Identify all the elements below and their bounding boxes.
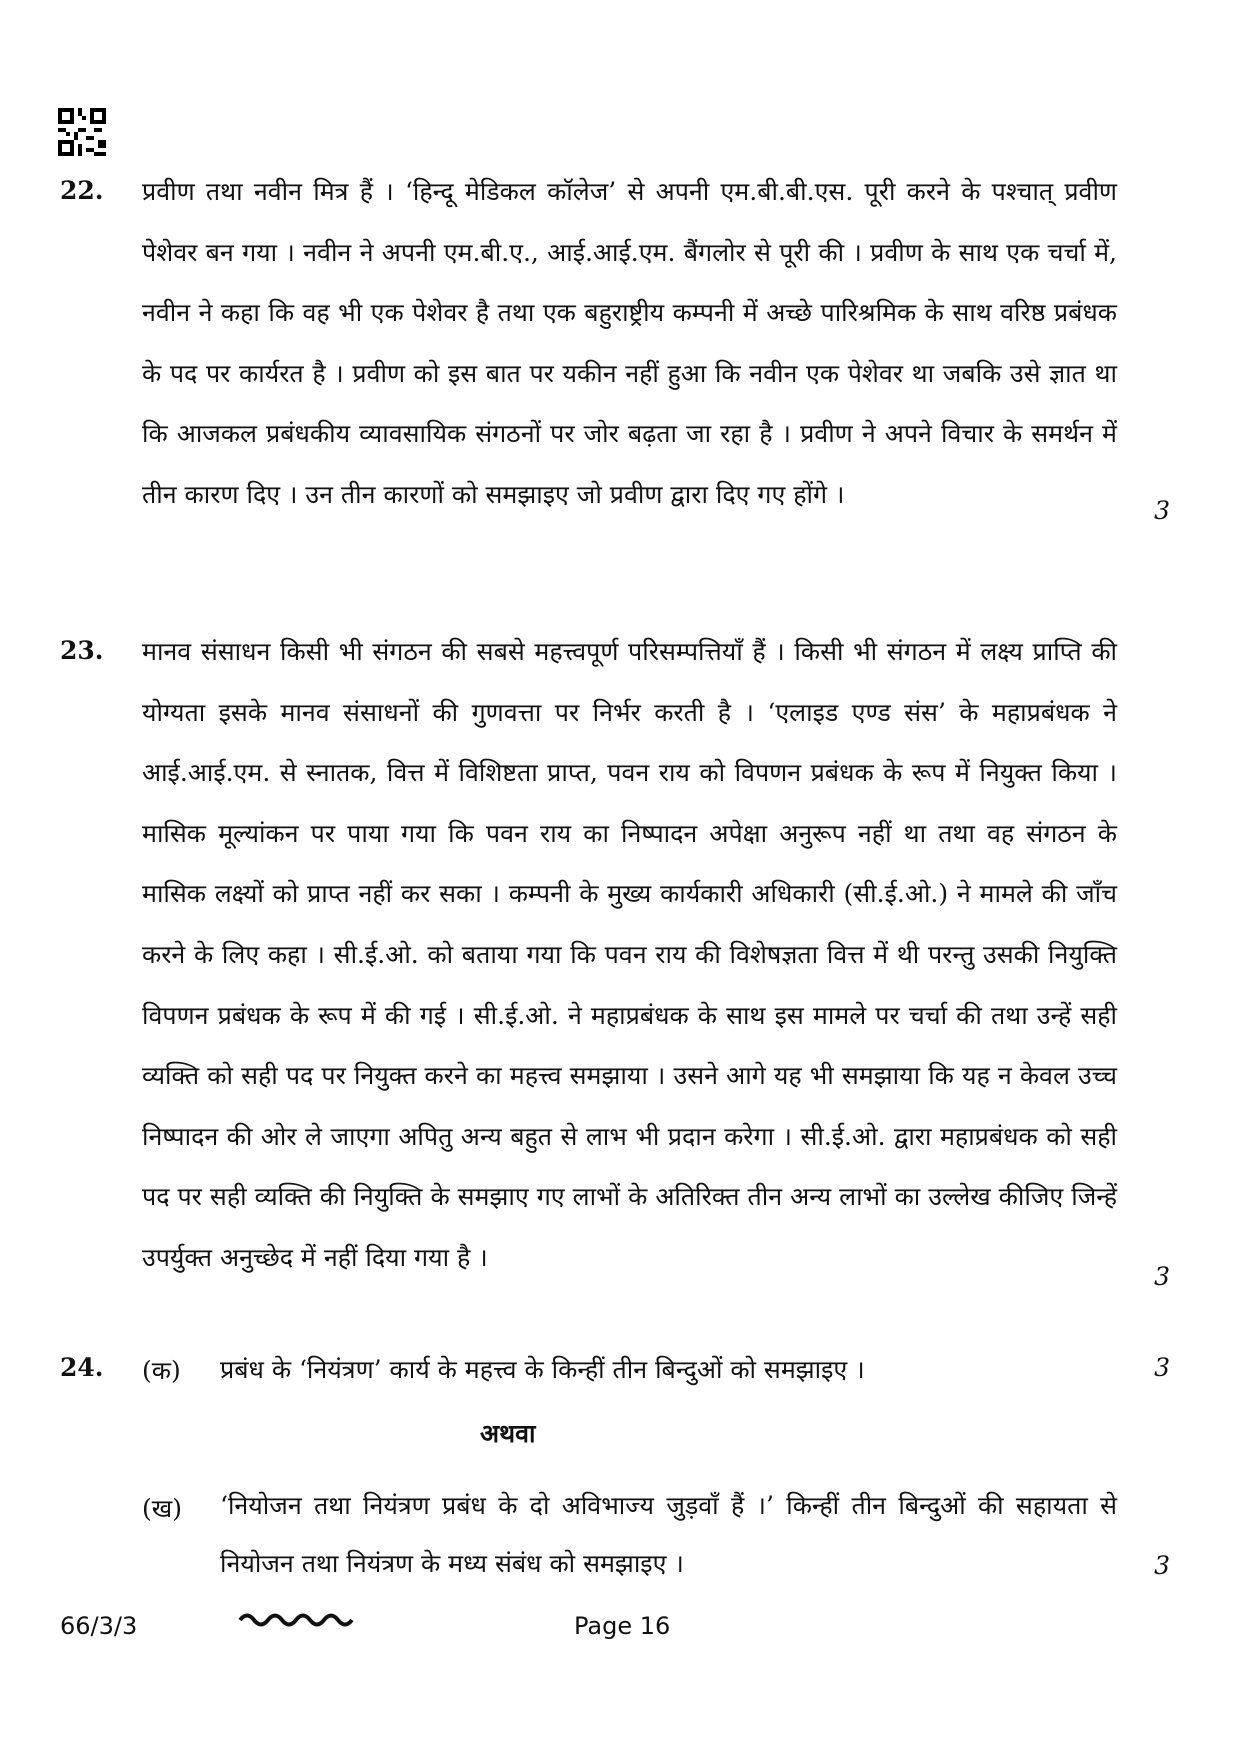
part-text: प्रबंध के ‘नियंत्रण’ कार्य के महत्त्व के किन्हीं तीन बिन्दुओं को समझाइए । [220, 1355, 865, 1384]
question-marks: 3 [1154, 1262, 1170, 1291]
question-marks: 3 [1154, 1353, 1170, 1382]
question-text: प्रवीण तथा नवीन मित्र हैं । ‘हिन्दू मेडिकल कॉलेज’ से अपनी एम.बी.बी.एस. पूरी करने के पश्चात् प्रवीण पेशेवर बन गया । नवीन ने अपनी एम.बी.ए., आई.आई.एम. बैंगलोर से पूरी की । प्रवीण के साथ एक चर्चा में, नवीन ने कहा कि वह भी एक पेशेवर है तथा एक बहुराष्ट्रीय कम्पनी में अच्छे पारिश्रमिक के साथ वरिष्ठ प्रबंधक के पद पर कार्यरत है । प्रवीण को इस बात पर यकीन नहीं हुआ कि नवीन एक पेशेवर था जबकि उसे ज्ञात था कि आजकल प्रबंधकीय व्यावसायिक संगठनों पर जोर बढ़ता जा रहा है । प्रवीण ने अपने विचार के समर्थन में तीन कारण दिए । उन तीन कारणों को समझाइए जो प्रवीण द्वारा दिए गए होंगे । [142, 177, 1117, 509]
tilde-decoration-icon [238, 1606, 358, 1630]
qr-code-icon [58, 108, 106, 156]
page-number: Page 16 [574, 1612, 671, 1640]
question-part-a [142, 1353, 1170, 1387]
part-label: (ख) [142, 1494, 182, 1523]
question-text: मानव संसाधन किसी भी संगठन की सबसे महत्त्वपूर्ण परिसम्पत्तियाँ हैं । किसी भी संगठन में लक्ष्य प्राप्ति की योग्यता इसके मानव संसाधनों की गुणवत्ता पर निर्भर करती है । ‘एलाइड एण्ड संस’ के महाप्रबंधक ने आई.आई.एम. से स्नातक, वित्त में विशिष्टता प्राप्त, पवन राय को विपणन प्रबंधक के रूप में नियुक्त किया । मासिक मूल्यांकन पर पाया गया कि पवन राय का निष्पादन अपेक्षा अनुरूप नहीं था तथा वह संगठन के मासिक लक्ष्यों को प्राप्त नहीं कर सका । कम्पनी के मुख्य कार्यकारी अधिकारी (सी.ई.ओ.) ने मामले की जाँच करने के लिए कहा । सी.ई.ओ. को बताया गया कि पवन राय की विशेषज्ञता वित्त में थी परन्तु उसकी नियुक्ति विपणन प्रबंधक के रूप में की गई । सी.ई.ओ. ने महाप्रबंधक के साथ इस मामले पर चर्चा की तथा उन्हें सही व्यक्ति को सही पद पर नियुक्त करने का महत्त्व समझाया । उसने आगे यह भी समझाया कि यह न केवल उच्च निष्पादन की ओर ले जाएगा अपितु अन्य बहुत से लाभ भी प्रदान करेगा । सी.ई.ओ. द्वारा महाप्रबंधक को सही पद पर सही व्यक्ति की नियुक्ति के समझाए गए लाभों के अतिरिक्त तीन अन्य लाभों का उल्लेख कीजिए जिन्हें उपर्युक्त अनुच्छेद में नहीं दिया गया है । [142, 637, 1117, 1272]
question-22 [60, 162, 1170, 526]
question-marks: 3 [1154, 1551, 1170, 1580]
question-number: 22. [60, 176, 104, 205]
question-number: 24. [60, 1353, 104, 1382]
part-label: (क) [142, 1356, 181, 1385]
or-separator: अथवा [480, 1419, 536, 1448]
question-number: 23. [60, 636, 104, 665]
question-23 [60, 622, 1170, 1289]
question-marks: 3 [1154, 496, 1170, 525]
question-part-b [142, 1477, 1170, 1593]
part-text: ‘नियोजन तथा नियंत्रण प्रबंध के दो अविभाज्य जुड़वाँ हैं ।’ किन्हीं तीन बिन्दुओं की सहायता से नियोजन तथा नियंत्रण के मध्य संबंध को समझाइए । [220, 1491, 1117, 1578]
paper-code: 66/3/3 [60, 1612, 138, 1640]
